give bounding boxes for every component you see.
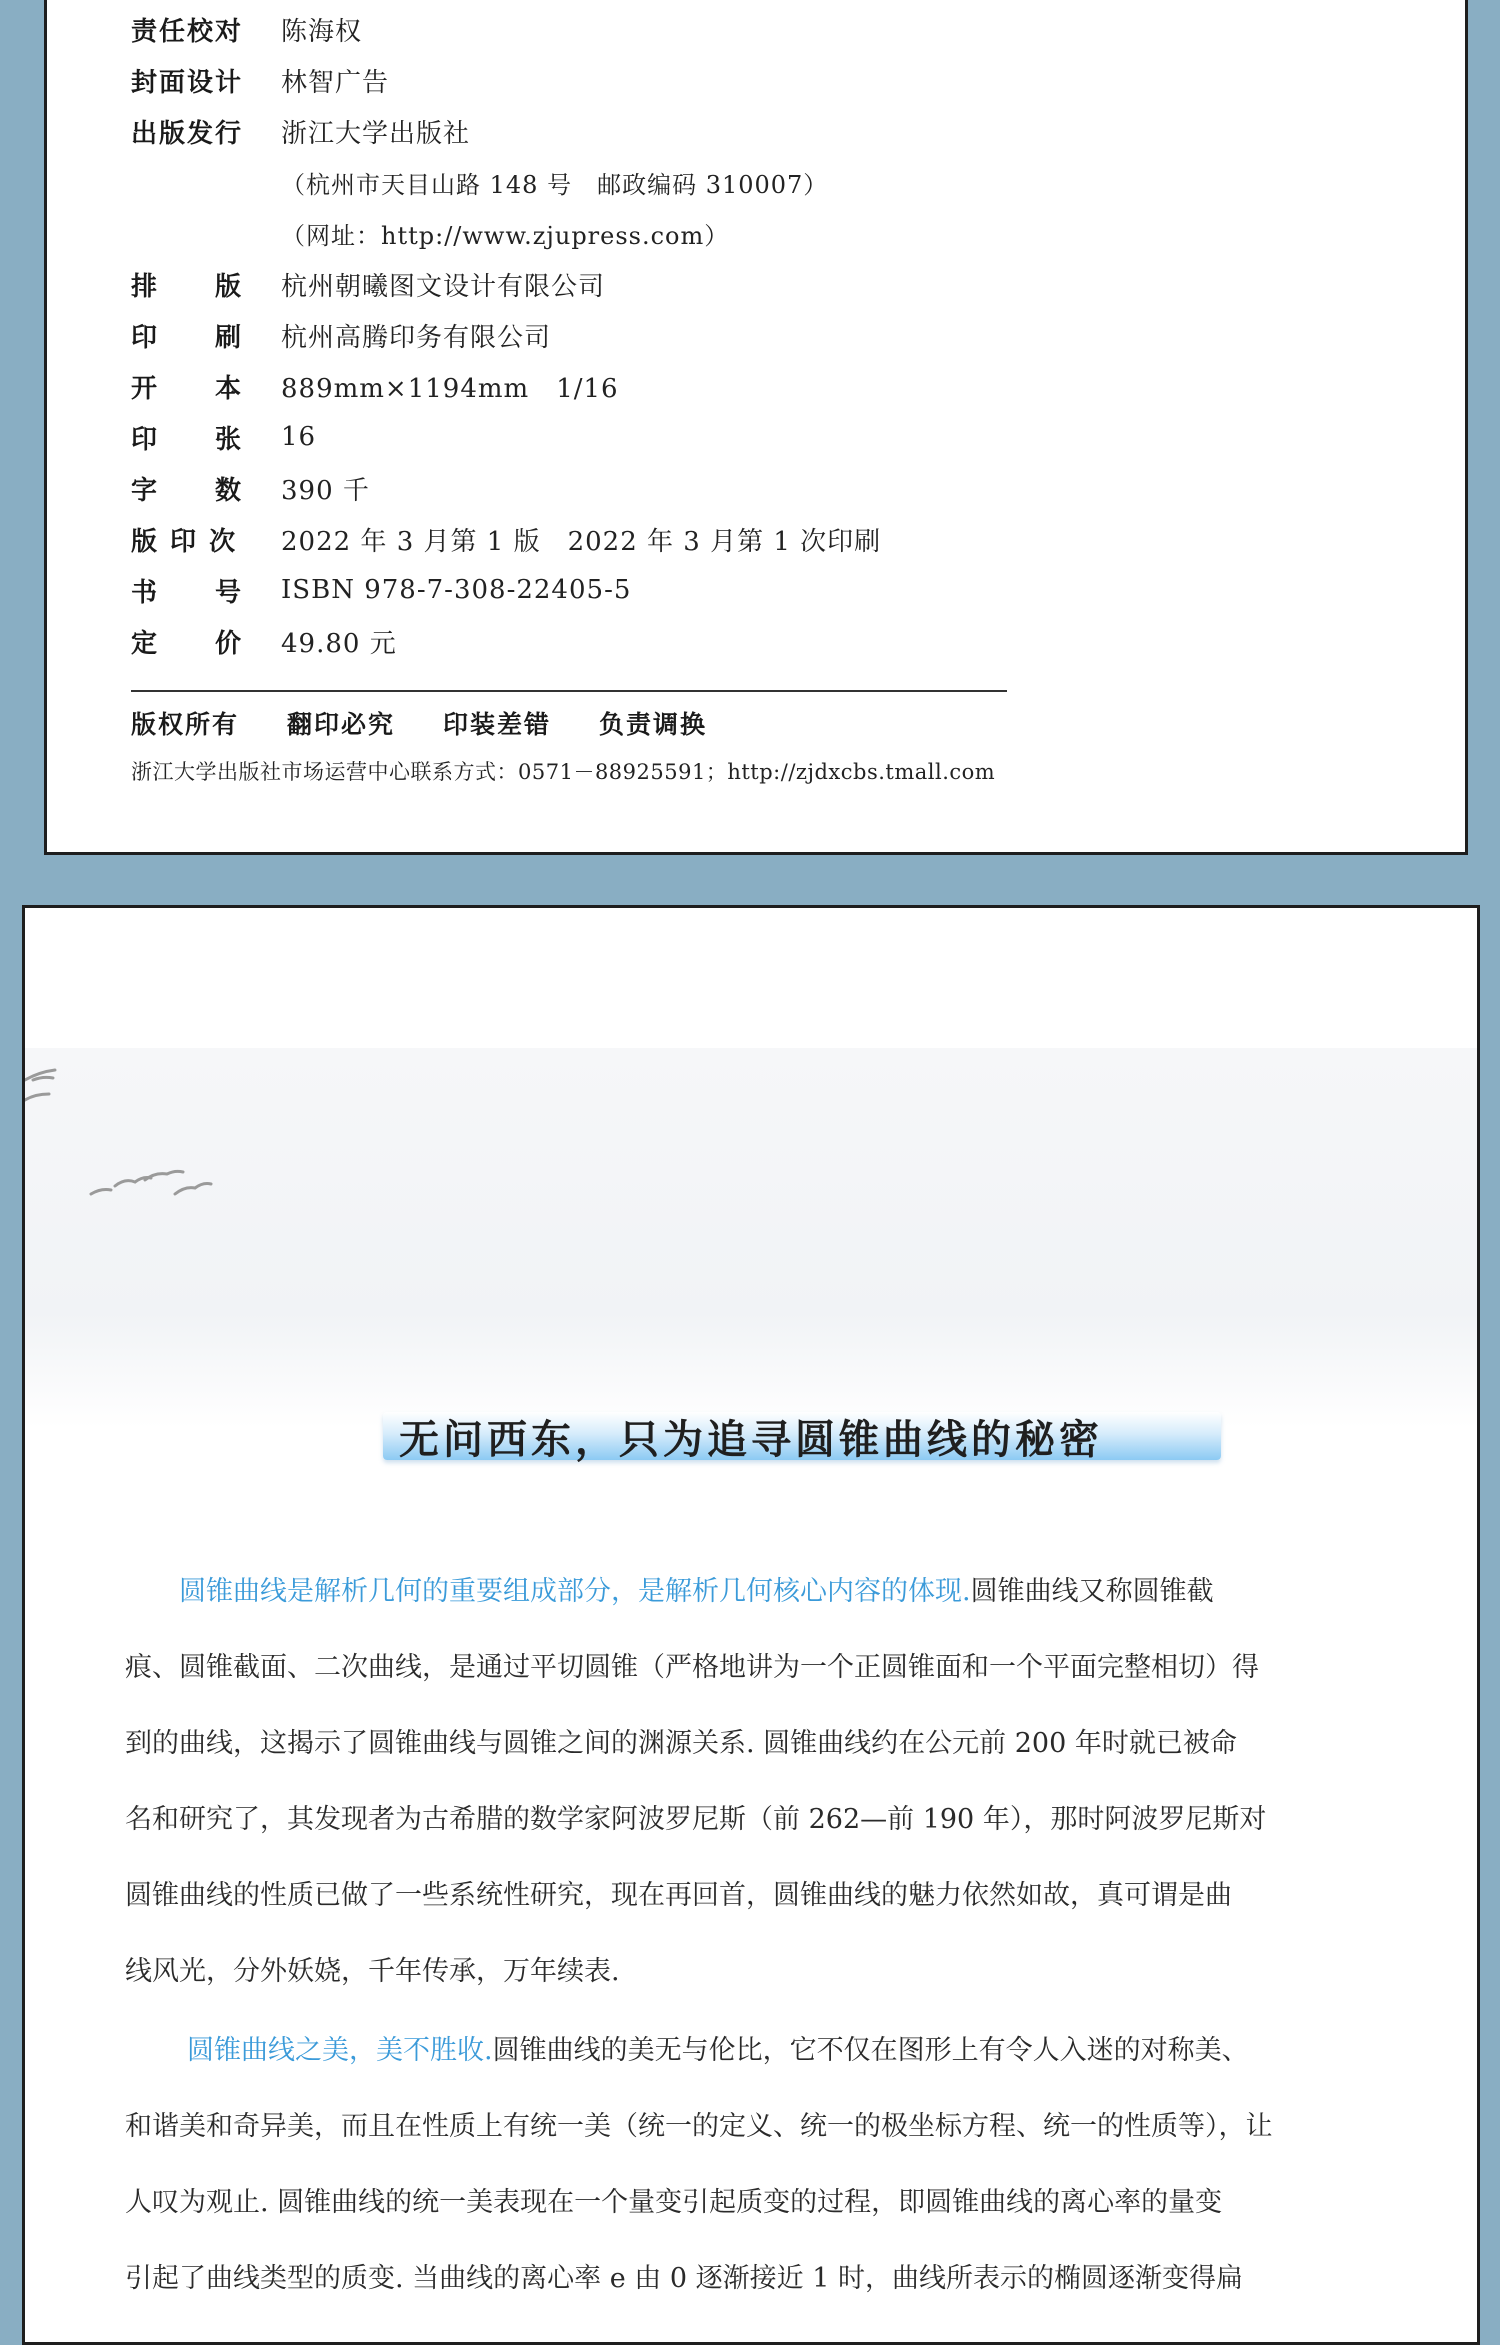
imprint-row-typesetting bbox=[131, 264, 605, 304]
paragraph-1 bbox=[125, 1554, 1407, 2010]
imprint-label: 责任校对 bbox=[131, 16, 244, 47]
imprint-row-isbn bbox=[131, 570, 631, 610]
imprint-value: 390 千 bbox=[281, 475, 370, 506]
imprint-row-cover-design bbox=[131, 60, 389, 100]
highlight-text: 圆锥曲线之美，美不胜收. bbox=[187, 2035, 493, 2066]
imprint-label: 印 刷 bbox=[131, 322, 244, 353]
imprint-value: 16 bbox=[281, 422, 317, 452]
paragraph-2 bbox=[125, 2013, 1407, 2317]
section-heading: 无问西东，只为追寻圆锥曲线的秘密 bbox=[399, 1417, 1103, 1463]
imprint-label: 版 印 次 bbox=[131, 526, 238, 557]
divider bbox=[131, 690, 1007, 692]
imprint-label: 排 版 bbox=[131, 271, 244, 302]
publisher-address: （杭州市天目山路 148 号 邮政编码 310007） bbox=[281, 170, 829, 199]
imprint-value: 2022 年 3 月第 1 版 2022 年 3 月第 1 次印刷 bbox=[281, 526, 882, 557]
imprint-value: 49.80 元 bbox=[281, 628, 397, 659]
imprint-value: ISBN 978-7-308-22405-5 bbox=[281, 575, 632, 605]
publisher-website: （网址：http://www.zjupress.com） bbox=[281, 221, 730, 250]
text-line: 到的曲线，这揭示了圆锥曲线与圆锥之间的渊源关系. 圆锥曲线约在公元前 200 年时就已被命 bbox=[125, 1728, 1237, 1759]
text-line bbox=[125, 2013, 1407, 2089]
imprint-row-sheets bbox=[131, 417, 316, 457]
imprint-row-printing bbox=[131, 315, 551, 355]
imprint-value: 889mm×1194mm 1/16 bbox=[281, 373, 619, 404]
imprint-label: 书 号 bbox=[131, 577, 244, 608]
imprint-label: 出版发行 bbox=[131, 118, 244, 149]
imprint-label: 开 本 bbox=[131, 373, 244, 404]
rights-text: 翻印必究 bbox=[287, 710, 396, 739]
intro-page bbox=[22, 905, 1480, 2345]
text-line: 名和研究了，其发现者为古希腊的数学家阿波罗尼斯（前 262—前 190 年），那时阿波罗尼斯对 bbox=[125, 1804, 1267, 1835]
imprint-label: 定 价 bbox=[131, 628, 244, 659]
text-line: 线风光，分外妖娆，千年传承，万年续表. bbox=[125, 1956, 620, 1987]
imprint-value: 陈海权 bbox=[281, 16, 363, 47]
text-line: 和谐美和奇异美，而且在性质上有统一美（统一的定义、统一的极坐标方程、统一的性质等），让 bbox=[125, 2111, 1273, 2142]
imprint-value: 杭州朝曦图文设计有限公司 bbox=[281, 271, 606, 302]
body-text: 圆锥曲线又称圆锥截 bbox=[970, 1576, 1214, 1607]
imprint-page bbox=[44, 0, 1468, 855]
body-text: 圆锥曲线的美无与伦比，它不仅在图形上有令人入迷的对称美、 bbox=[492, 2035, 1249, 2066]
text-line: 圆锥曲线的性质已做了一些系统性研究，现在再回首，圆锥曲线的魅力依然如故，真可谓是曲 bbox=[125, 1880, 1232, 1911]
imprint-label: 印 张 bbox=[131, 424, 244, 455]
imprint-label: 字 数 bbox=[131, 475, 244, 506]
rights-text: 印装差错 bbox=[443, 710, 552, 739]
text-line: 痕、圆锥截面、二次曲线，是通过平切圆锥（严格地讲为一个正圆锥面和一个平面完整相切）得 bbox=[125, 1652, 1259, 1683]
rights-statement bbox=[131, 703, 707, 743]
imprint-row-publisher bbox=[131, 111, 470, 151]
text-line bbox=[125, 1554, 1407, 1630]
imprint-row-word-count bbox=[131, 468, 370, 508]
imprint-row-format bbox=[131, 366, 619, 406]
rights-text: 负责调换 bbox=[599, 710, 708, 739]
text-line: 引起了曲线类型的质变. 当曲线的离心率 e 由 0 逐渐接近 1 时，曲线所表示的椭圆逐渐变得扁 bbox=[125, 2263, 1243, 2294]
imprint-row-proofreader bbox=[131, 9, 362, 49]
imprint-value: 林智广告 bbox=[281, 67, 390, 98]
imprint-row-price bbox=[131, 621, 397, 661]
highlight-text: 圆锥曲线是解析几何的重要组成部分，是解析几何核心内容的体现. bbox=[179, 1576, 971, 1607]
imprint-row-edition bbox=[131, 519, 881, 559]
contact-info: 浙江大学出版社市场运营中心联系方式：0571－88925591；http://zjdxcbs.tmall.com bbox=[131, 760, 996, 784]
imprint-label: 封面设计 bbox=[131, 67, 244, 98]
birds-illustration bbox=[25, 1058, 245, 1198]
imprint-value: 浙江大学出版社 bbox=[281, 118, 471, 149]
rights-text: 版权所有 bbox=[131, 710, 240, 739]
text-line: 人叹为观止. 圆锥曲线的统一美表现在一个量变引起质变的过程，即圆锥曲线的离心率的量变 bbox=[125, 2187, 1223, 2218]
imprint-value: 杭州高腾印务有限公司 bbox=[281, 322, 552, 353]
